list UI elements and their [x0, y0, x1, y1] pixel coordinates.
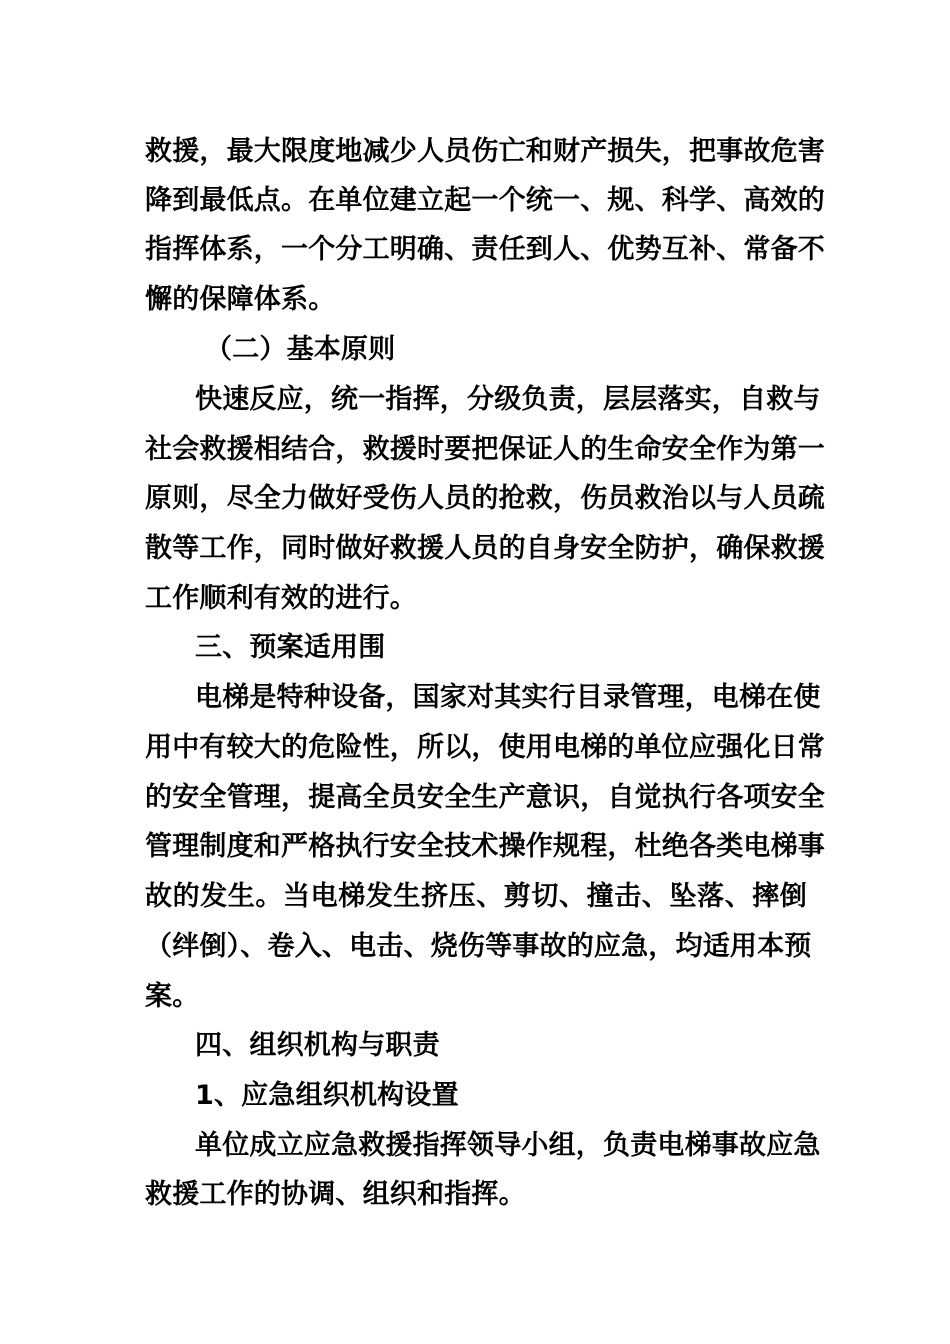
- text-line: 快速反应，统一指挥，分级负责，层层落实，自救与: [195, 384, 821, 415]
- text-line: （绊倒）、卷入、电击、烧伤等事故的应急，均适用本预: [145, 931, 812, 962]
- text-line: 电梯是特种设备，国家对其实行目录管理，电梯在使: [195, 682, 821, 713]
- section-heading: 三、预案适用围: [195, 632, 386, 663]
- text-line: 救援，最大限度地减少人员伤亡和财产损失，把事故危害: [145, 136, 825, 167]
- text-line: 案。: [145, 981, 200, 1012]
- text-line: 的安全管理，提高全员安全生产意识，自觉执行各项安全: [145, 782, 825, 813]
- text-line: 原则，尽全力做好受伤人员的抢救，伤员救治以与人员疏: [145, 483, 825, 514]
- text-line: 故的发生。当电梯发生挤压、剪切、撞击、坠落、摔倒: [145, 881, 807, 912]
- subsection-heading: 1、应急组织机构设置: [195, 1080, 459, 1111]
- text-line: 社会救援相结合，救援时要把保证人的生命安全作为第一: [145, 434, 825, 465]
- text-line: 用中有较大的危险性，所以，使用电梯的单位应强化日常: [145, 732, 825, 763]
- text-line: 懈的保障体系。: [145, 284, 336, 315]
- text-line: 指挥体系，一个分工明确、责任到人、优势互补、常备不: [145, 234, 825, 265]
- section-heading: 四、组织机构与职责: [195, 1030, 440, 1061]
- text-line: 降到最低点。在单位建立起一个统一、规、科学、高效的: [145, 185, 825, 216]
- section-heading: （二）基本原则: [205, 334, 396, 365]
- text-line: 散等工作，同时做好救援人员的自身安全防护，确保救援: [145, 533, 825, 564]
- text-line: 管理制度和严格执行安全技术操作规程，杜绝各类电梯事: [145, 831, 825, 862]
- text-line: 救援工作的协调、组织和指挥。: [145, 1179, 526, 1210]
- text-line: 工作顺利有效的进行。: [145, 583, 417, 614]
- text-line: 单位成立应急救援指挥领导小组，负责电梯事故应急: [195, 1130, 821, 1161]
